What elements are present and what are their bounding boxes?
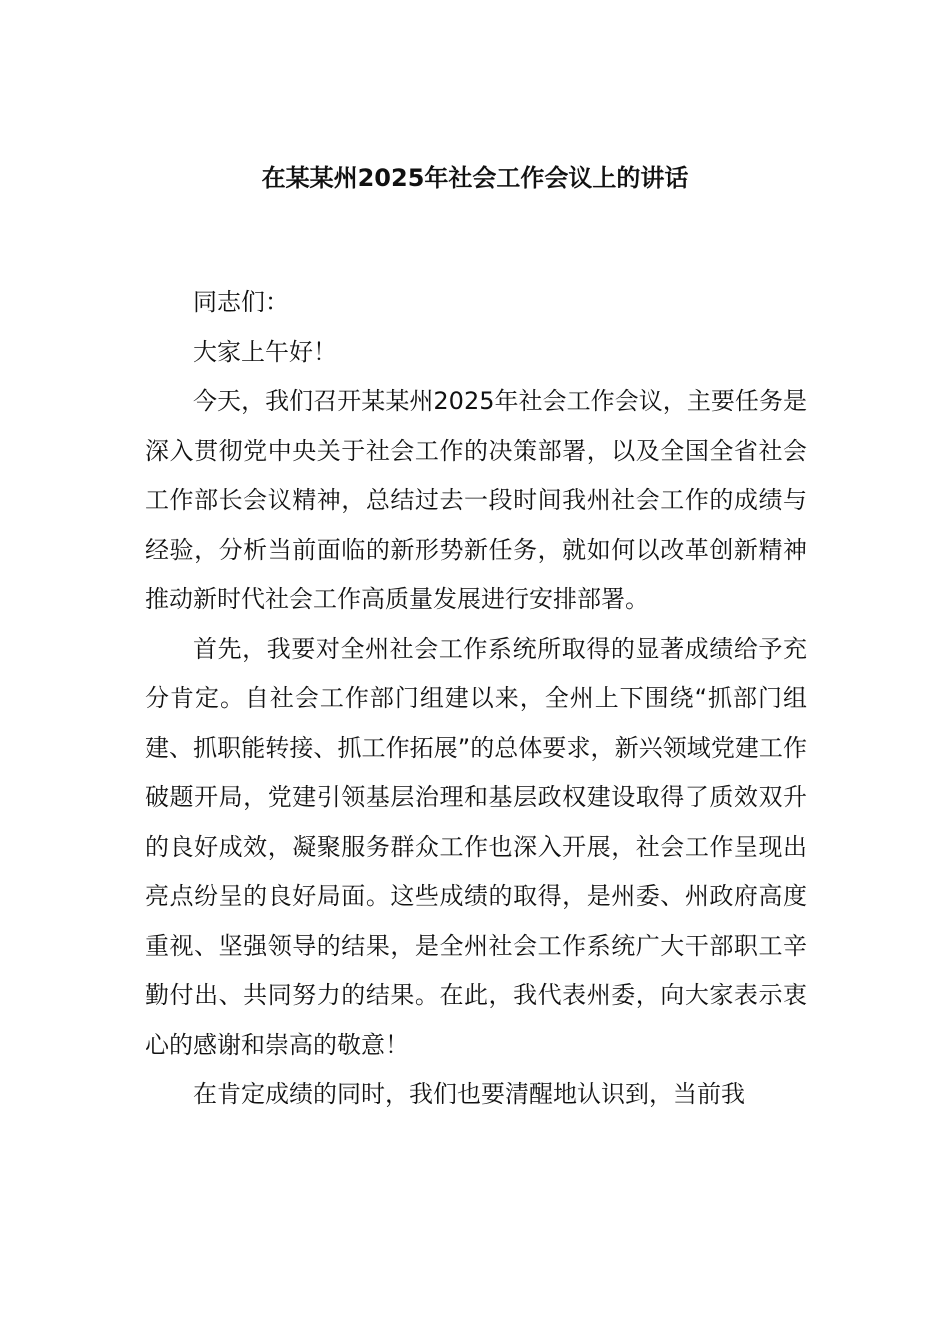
greeting: 大家上午好！ — [193, 337, 337, 366]
document-title: 在某某州2025年社会工作会议上的讲话 — [261, 164, 689, 192]
paragraph-intro: 今天，我们召开某某州2025年社会工作会议，主要任务是深入贯彻党中央关于社会工作的决策部署，以及全国全省社会工作部长会议精神，总结过去一段时间我州社会工作的成绩与经验，分析当前面临的新形势新任务，就如何以改革创新精神推动新时代社会工作高质量发展进行安排部署。 — [145, 387, 807, 613]
salutation: 同志们： — [193, 288, 289, 316]
document-body — [145, 278, 807, 1120]
paragraph-achievements: 首先，我要对全州社会工作系统所取得的显著成绩给予充分肯定。自社会工作部门组建以来，全州上下围绕“抓部门组建、抓职能转接、抓工作拓展”的总体要求，新兴领域党建工作破题开局，党建引领基层治理和基层政权建设取得了质效双升的良好成效，凝聚服务群众工作也深入开展，社会工作呈现出亮点纷呈的良好局面。这些成绩的取得，是州委、州政府高度重视、坚强领导的结果，是全州社会工作系统广大干部职工辛勤付出、共同努力的结果。在此，我代表州委，向大家表示衷心的感谢和崇高的敬意！ — [145, 634, 807, 1059]
paragraph-awareness: 在肯定成绩的同时，我们也要清醒地认识到，当前我 — [193, 1080, 745, 1108]
